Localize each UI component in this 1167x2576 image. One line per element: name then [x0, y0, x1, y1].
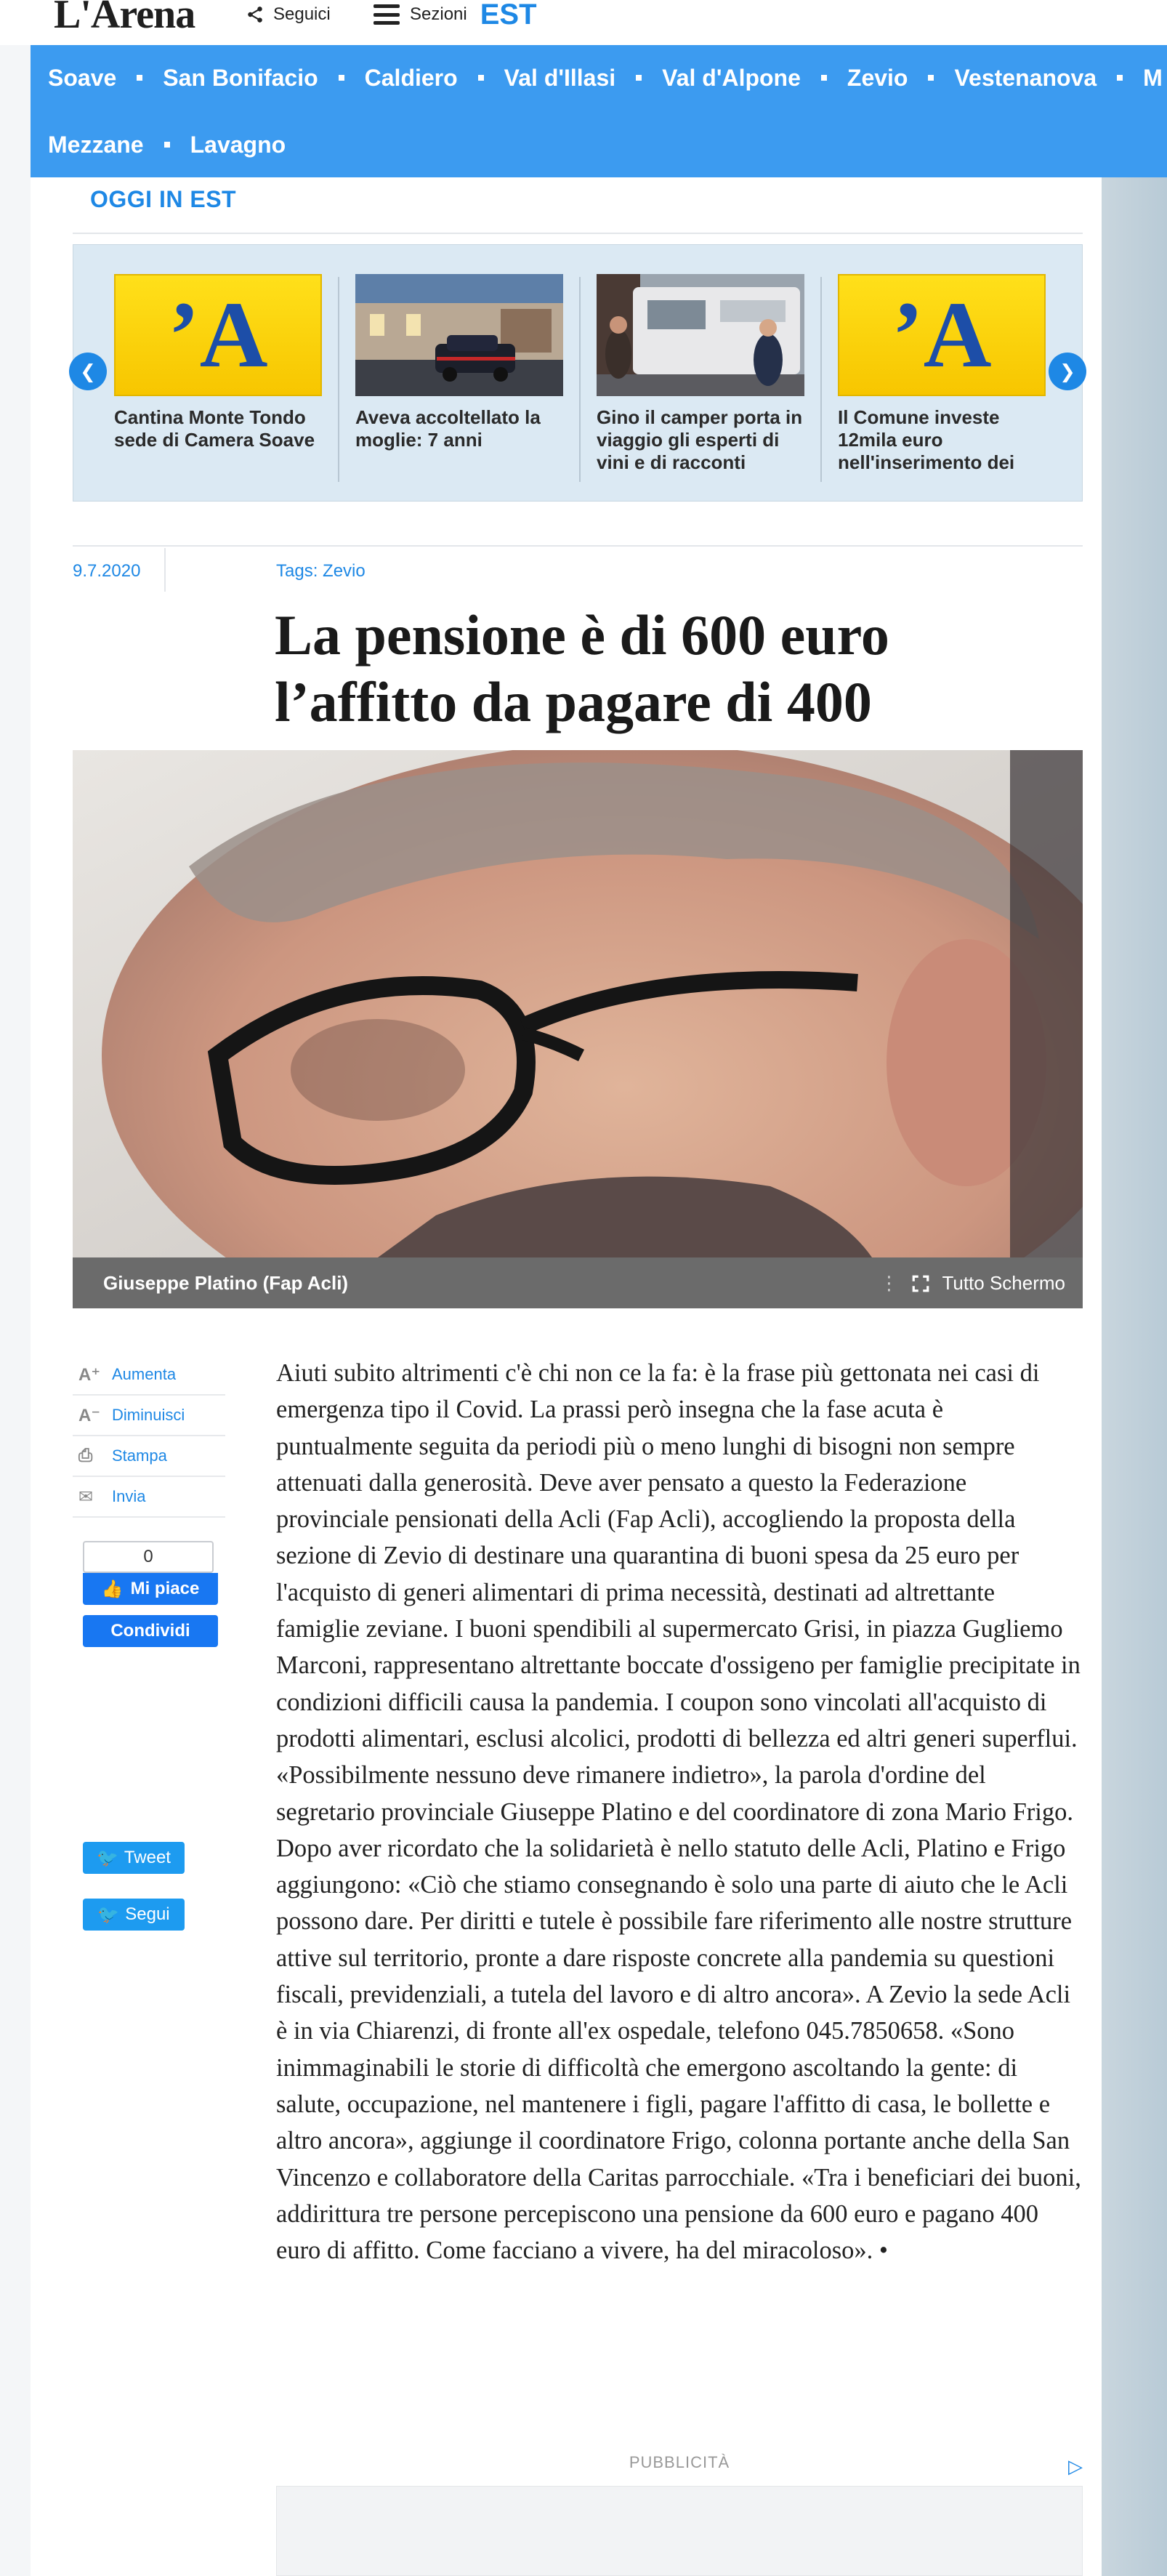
today-carousel	[73, 244, 1083, 502]
ad-slot[interactable]	[276, 2486, 1083, 2576]
fullscreen-icon	[911, 1274, 930, 1293]
nav-separator	[164, 142, 170, 148]
increase-font-button[interactable]	[73, 1355, 225, 1396]
street-police-car-thumbnail	[355, 274, 563, 396]
divider	[73, 545, 1083, 547]
article-headline: La pensione è di 600 euro l’affitto da pagare di 400	[275, 603, 889, 733]
right-margin-shadow	[1102, 0, 1167, 2576]
nav-item-caldiero[interactable]: Caldiero	[364, 64, 458, 91]
decrease-font-button[interactable]	[73, 1396, 225, 1436]
divider	[338, 277, 339, 482]
arrow-left-icon: ❮	[80, 360, 96, 382]
nav-separator	[636, 75, 642, 81]
nav-item-lavagno[interactable]: Lavagno	[190, 131, 286, 158]
hamburger-icon	[373, 4, 400, 25]
today-section-title[interactable]: OGGI IN EST	[90, 186, 237, 212]
twitter-follow-button[interactable]	[83, 1899, 185, 1931]
print-button[interactable]	[73, 1436, 225, 1477]
camper-people-thumbnail	[597, 274, 804, 396]
envelope-icon: ✉	[78, 1486, 94, 1507]
arena-logo-thumbnail: ’A	[114, 274, 322, 396]
ad-label: PUBBLICITÀ	[629, 2453, 730, 2471]
nav-item-truncated[interactable]: M	[1143, 64, 1163, 91]
photo-caption-bar	[73, 1257, 1083, 1308]
follow-button[interactable]	[246, 0, 331, 29]
card-caption: Aveva accoltellato la moglie: 7 anni	[355, 406, 541, 451]
nav-item-zevio[interactable]: Zevio	[847, 64, 908, 91]
photo-caption: Giuseppe Platino (Fap Acli)	[103, 1272, 349, 1294]
tool-label: Stampa	[112, 1446, 167, 1465]
fullscreen-label: Tutto Schermo	[942, 1272, 1065, 1294]
nav-separator	[1117, 75, 1123, 81]
carousel-card[interactable]	[355, 274, 563, 485]
nav-separator	[821, 75, 827, 81]
tweet-label: Tweet	[124, 1848, 171, 1867]
like-count: 0	[83, 1541, 214, 1573]
ad-choices-icon[interactable]: ▷	[1068, 2455, 1083, 2477]
article-body: Aiuti subito altrimenti c'è chi non ce la fa: è la frase più gettonata nei casi di emergenza tipo il Covid. La prassi però insegna che la fase acuta è puntualmente seguita da periodi più o meno lunghi di bisogni non sempre attenuati dalla generosità. Deve aver pensato a questo la Federazione provinciale pensionati della Acli (Fap Acli), accogliendo la proposta della sezione di Zevio di destinare una quarantina di buoni spesa da 25 euro per l'acquisto di generi alimentari di prima necessità, destinati ad altrettante famiglie zeviane. I buoni spendibili al supermercato Grisi, in piazza Gugliemo Marconi, rappresentano altrettante boccate d'ossigeno per famiglie precipitate in condizioni difficili causa la pandemia. I coupon sono vincolati all'acquisto di prodotti alimentari, esclusi alcolici, prodotti di bellezza ed altri generi superflui. «Possibilmente nessuno deve rimanere indietro», la parola d'ordine del segretario provinciale Giuseppe Platino e del coordinatore di zona Mario Frigo. Dopo aver ricordato che la solidarietà è nello statuto delle Acli, Platino e Frigo aggiungono: «Ciò che stiamo consegnando è solo una parte di aiuto che le Acli possono dare. Per diritti e tutele è possibile fare riferimento alle nostre strutture attive sul territorio, pronte a dare risposte concrete alla pandemia su questioni fiscali, previdenziali, a tutela del lavoro e di altro ancora». A Zevio la sede Acli è in via Chiarenzi, di fronte all'ex ospedale, telefono 045.7850658. «Sono inimmaginabili le storie di difficoltà che emergono ascoltando la gente: di salute, occupazione, nel mantenere i figli, pagare l'affitto di casa, le bollette e altro ancora», aggiunge il coordinatore Frigo, colonna portante anche della San Vincenzo e collaboratore della Caritas parrocchiale. «Tra i beneficiari dei buoni, addirittura tre persone percepiscono una pensione da 600 euro e pagano 400 euro di affitto. Come facciano a vivere, ha del miracoloso». •	[276, 1359, 1081, 2265]
edition-label: EST	[480, 0, 537, 31]
nav-separator	[339, 75, 344, 81]
tool-label: Aumenta	[112, 1365, 177, 1383]
carousel-next-button[interactable]	[1049, 353, 1086, 390]
carousel-card[interactable]	[114, 274, 322, 485]
nav-item-vestenanova[interactable]: Vestenanova	[954, 64, 1097, 91]
more-icon: ⋮	[879, 1272, 900, 1294]
sections-menu-button[interactable]	[373, 0, 537, 29]
tool-label: Diminuisci	[112, 1406, 185, 1424]
sections-label: Sezioni	[410, 4, 467, 24]
email-button[interactable]	[73, 1477, 225, 1518]
facebook-like-button[interactable]	[83, 1573, 218, 1605]
nav-item-val-dillasi[interactable]: Val d'Illasi	[504, 64, 616, 91]
arrow-right-icon: ❯	[1059, 360, 1075, 382]
local-nav-row-2	[48, 112, 286, 177]
nav-item-mezzane[interactable]: Mezzane	[48, 131, 144, 158]
thumbs-up-icon: 👍	[101, 1579, 124, 1599]
follow-label: Segui	[125, 1904, 170, 1924]
font-decrease-icon: A⁻	[78, 1405, 100, 1425]
divider	[579, 277, 581, 482]
left-margin	[0, 0, 31, 2576]
nav-item-san-bonifacio[interactable]: San Bonifacio	[163, 64, 318, 91]
divider	[73, 233, 1083, 234]
carousel-card[interactable]	[597, 274, 804, 485]
carousel-prev-button[interactable]	[69, 353, 107, 390]
like-label: Mi piace	[130, 1579, 200, 1598]
article-tools	[73, 1355, 225, 1518]
article-tags[interactable]: Tags: Zevio	[276, 561, 366, 581]
twitter-bird-icon: 🐦	[97, 1848, 118, 1868]
print-icon: ⎙	[78, 1446, 93, 1465]
site-logo[interactable]: L'Arena	[54, 0, 195, 37]
article-date: 9.7.2020	[73, 561, 141, 581]
local-nav	[31, 45, 1167, 177]
top-bar	[0, 0, 1167, 45]
nav-item-val-dalpone[interactable]: Val d'Alpone	[662, 64, 801, 91]
fullscreen-button[interactable]	[879, 1272, 1065, 1295]
nav-separator	[478, 75, 484, 81]
carousel-card[interactable]	[838, 274, 1046, 485]
arena-logo-thumbnail: ’A	[838, 274, 1046, 396]
facebook-share-button[interactable]: Condividi	[83, 1615, 218, 1647]
nav-item-soave[interactable]: Soave	[48, 64, 117, 91]
article-photo[interactable]	[73, 750, 1083, 1257]
divider	[164, 548, 166, 592]
card-caption: Gino il camper porta in viaggio gli esperti di vini e di racconti	[597, 406, 803, 473]
local-nav-row-1	[48, 45, 1163, 110]
tweet-button[interactable]	[83, 1842, 185, 1874]
twitter-bird-icon: 🐦	[97, 1904, 120, 1925]
facebook-widget	[83, 1541, 218, 1647]
follow-label: Seguici	[273, 4, 331, 24]
share-icon	[246, 5, 265, 24]
nav-separator	[137, 75, 142, 81]
tool-label: Invia	[112, 1487, 146, 1505]
divider	[820, 277, 822, 482]
card-caption: Cantina Monte Tondo sede di Camera Soave	[114, 406, 315, 451]
card-caption: Il Comune investe 12mila euro nell'inserimento dei	[838, 406, 1015, 473]
nav-separator	[928, 75, 934, 81]
font-increase-icon: A⁺	[78, 1364, 100, 1385]
